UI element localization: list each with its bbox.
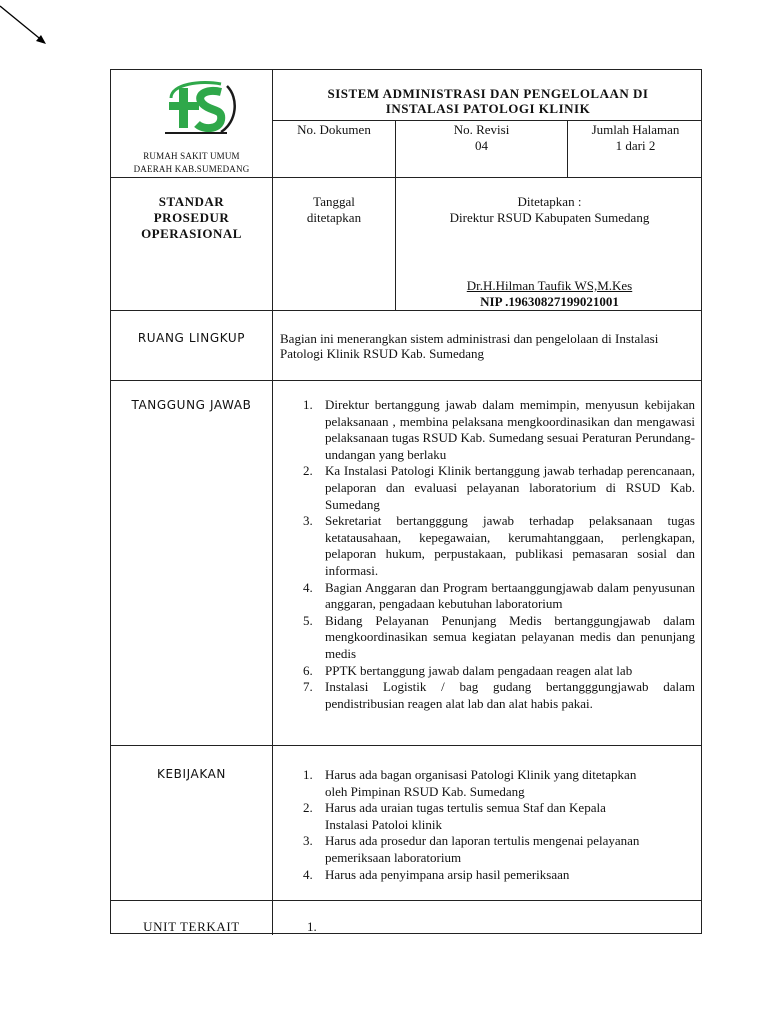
row-divider-responsibility [111,745,701,746]
set-by-position: Direktur RSUD Kabupaten Sumedang [449,210,650,225]
responsibility-label: TANGGUNG JAWAB [131,398,252,412]
related-unit-label: UNIT TERKAIT [143,919,240,934]
responsibility-list [297,397,695,712]
list-item: 1. Direktur bertanggung jawab dalam memimpin, menyusun kebijakan pelaksanaan , membina pelaksana mengkoordinasikan dan mengawasi pelaksanaan tugas RSUD Kab. Sumedang sesuai Peraturan Perundang-undangan yang berlaku [303,397,695,462]
date-set-label-line1: Tanggal [313,194,355,209]
revision-label: No. Revisi [453,122,510,137]
logo-cell [111,70,272,177]
hospital-name-line1: RUMAH SAKIT UMUM [143,151,240,161]
scope-text: Bagian ini menerangkan sistem administrasi dan pengelolaan di Instalasi Patologi Klinik RSUD Kab. Sumedang [280,331,659,361]
set-by-label: Ditetapkan : [517,194,582,209]
list-item: 2. Ka Instalasi Patologi Klinik bertanggung jawab terhadap perencanaan, pelaporan dan evaluasi pelayanan laboratorium di RSUD Kab. Sumedang [303,463,695,512]
list-item: 4. Harus ada penyimpana arsip hasil pemeriksaan [303,866,570,882]
doc-number-label: No. Dokumen [297,122,371,137]
revision-value: 04 [475,138,488,153]
row-divider-scope [111,380,701,381]
document-title [273,86,703,116]
sop-line3: OPERASIONAL [141,226,242,241]
title-divider [272,120,701,121]
policy-list [297,767,649,883]
list-item: 5. Bidang Pelayanan Penunjang Medis bertanggungjawab dalam mengkoordinasikan semua kegiatan pelayanan medis dan penunjang medis [303,612,695,661]
set-by-block [396,194,703,226]
row-divider-policy [111,900,701,901]
hospital-name-line2: DAERAH KAB.SUMEDANG [133,164,250,174]
list-item: 1. Harus ada bagan organisasi Patologi Klinik yang ditetapkan oleh Pimpinan RSUD Kab. Sumedang [303,767,637,799]
sop-heading [111,194,272,242]
rsud-sumedang-logo-icon [161,78,241,140]
row-divider-header [111,177,701,178]
title-line2: INSTALASI PATOLOGI KLINIK [385,101,591,116]
title-line1: SISTEM ADMINISTRASI DAN PENGELOLAAN DI [327,86,649,101]
related-unit-number: 1. [307,919,317,934]
list-item: 4. Bagian Anggaran dan Program bertaanggungjawab dalam penyusunan anggaran, pengadaan kebutuhan laboratorium [303,579,695,612]
pages-value: 1 dari 2 [615,138,656,153]
scope-label: RUANG LINGKUP [137,331,246,345]
date-set-label-line2: ditetapkan [306,210,362,225]
row-divider-sop [111,310,701,311]
list-item: 2. Harus ada uraian tugas tertulis semua Staf dan Kepala Instalasi Patoloi klinik [303,800,606,832]
list-item: 7. Instalasi Logistik / bag gudang bertangggungjawab dalam pendistribusian reagen alat lab dan alat habis pakai. [303,679,695,711]
list-item: 3. Harus ada prosedur dan laporan tertulis mengenai pelayanan pemeriksaan laboratorium [303,833,640,865]
sop-document-table [110,69,702,934]
signer-name: Dr.H.Hilman Taufik WS,M.Kes [466,278,633,293]
signer-nip: NIP .19630827199021001 [480,294,619,309]
policy-label: KEBIJAKAN [156,767,226,781]
sop-line1: STANDAR [158,194,225,209]
date-set-label [273,194,395,226]
arrow-icon [0,0,60,50]
list-item: 3. Sekretariat bertangggung jawab terhadap pelaksanaan tugas ketatausahaan, kepegawaian, kerumahtanggaan, perlengkapan, pelaporan hukum, perpustakaan, publikasi pemasaran sosial dan informasi. [303,513,695,578]
pages-label: Jumlah Halaman [591,122,680,137]
list-item: 6. PPTK bertanggung jawab dalam pengadaan reagen alat lab [303,662,633,678]
sop-line2: PROSEDUR [153,210,230,225]
